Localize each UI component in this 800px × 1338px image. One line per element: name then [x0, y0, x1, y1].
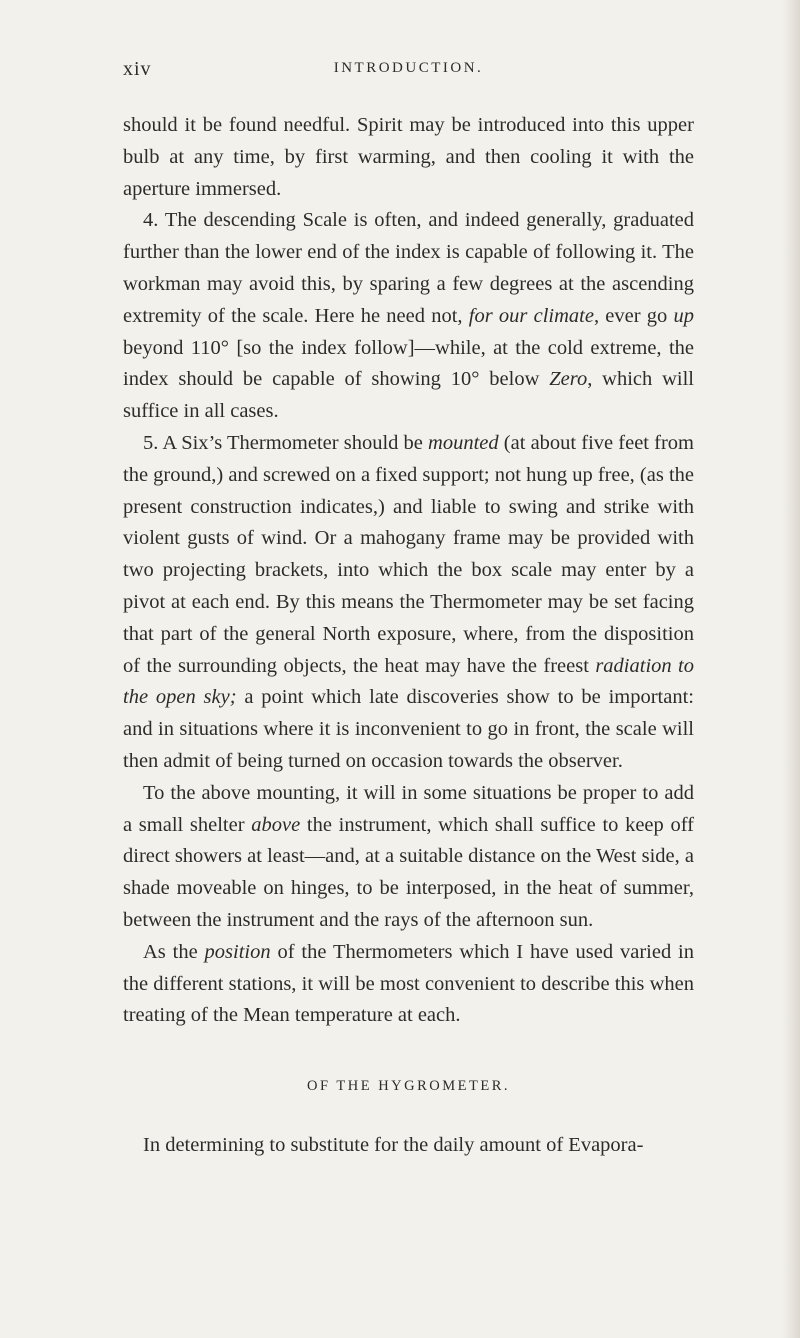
running-head: INTRODUCTION. — [333, 60, 484, 76]
paragraph-text: To the above mounting, it will in some situations be proper to add a small shelter — [123, 781, 694, 836]
paragraph-1 — [123, 110, 694, 205]
paragraph-3 — [123, 428, 694, 778]
paragraph-text: should it be found needful. Spirit may be introduced into this upper bulb at any time, by first warming, and then cooling it with the aperture immersed. — [123, 114, 694, 200]
paragraph-text: beyond 110° [so the index follow]—while, at the cold extreme, the index should be capable of showing 10° below — [123, 336, 694, 391]
paragraph-text: of the Thermometers which I have used varied in the different stations, it will be most convenient to describe this when treating of the Mean temperature at each. — [123, 940, 694, 1027]
italic-text: above — [251, 813, 301, 836]
italic-text: position — [204, 940, 271, 963]
paragraph-text: 4. The descending Scale is often, and indeed generally, graduated further than the lower end of the index is capable of following it. The workman may avoid this, by sparing a few degrees at the ascending extremity of the scale. Here he need not, — [123, 209, 694, 327]
paragraph-2 — [123, 205, 694, 428]
italic-text: radiation to the open sky; — [123, 654, 695, 709]
page-edge-shadow — [782, 0, 800, 1338]
paragraph-5 — [123, 937, 694, 1032]
paragraph-6 — [123, 1130, 694, 1162]
paragraph-text: the instrument, which shall suffice to keep off direct showers at least—and, at a suitable distance on the West side, a shade moveable on hinges, to be interposed, in the heat of summer, between the instrument and the rays of the afternoon sun. — [123, 813, 695, 931]
italic-text: mounted — [428, 431, 499, 454]
paragraph-text: In determining to substitute for the daily amount of Evapora- — [143, 1134, 644, 1157]
paragraph-4 — [123, 778, 694, 937]
paragraph-text: 5. A Six’s Thermometer should be — [143, 431, 429, 454]
italic-text: Zero — [549, 368, 588, 391]
paragraph-text: , ever go — [593, 304, 674, 327]
page-number: xiv — [123, 58, 152, 80]
body-text — [123, 110, 694, 1162]
italic-text: up — [673, 304, 695, 327]
italic-text: for our climate — [468, 304, 594, 327]
paragraph-text: a point which late discoveries show to be important: and in situations where it is inconvenient to go in front, the scale will then admit of being turned on occasion towards the observer. — [123, 686, 694, 772]
section-heading: OF THE HYGROMETER. — [306, 1078, 511, 1095]
paragraph-text: , which will suffice in all cases. — [123, 368, 694, 423]
paragraph-text: (at about five feet from the ground,) and screwed on a fixed support; not hung up free, (as the present construction indicates,) and liable to swing and strike with violent gusts of wind. Or a mahogany frame may be provided with two projecting brackets, into which the box scale may enter by a pivot at each end. By this means the Thermometer may be set facing that part of the general North exposure, where, from the disposition of the surrounding objects, the heat may have the freest — [123, 431, 695, 677]
page-header — [123, 58, 694, 88]
paragraph-text: As the — [143, 940, 205, 963]
